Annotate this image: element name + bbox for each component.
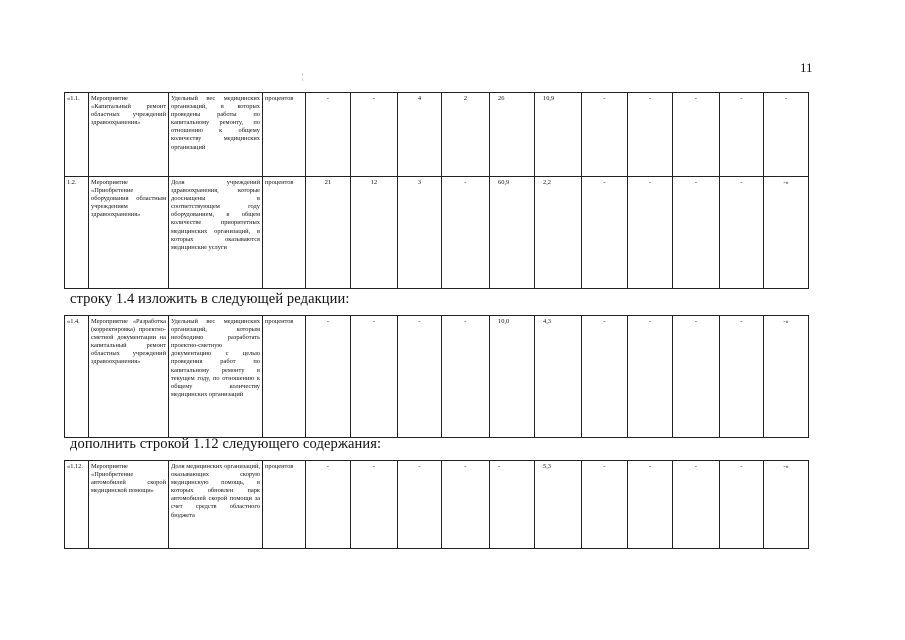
- value-cell: -: [720, 316, 764, 438]
- value-cell: 12: [351, 177, 398, 289]
- value-cell: -: [582, 93, 628, 177]
- row-number-cell: «1.4.: [65, 316, 89, 438]
- row-number-cell: «1.12.: [65, 461, 89, 549]
- indicator-table-2: [64, 315, 809, 438]
- heading-add-row: дополнить строкой 1.12 следующего содержания:: [70, 436, 382, 452]
- value-cell: 10,9: [535, 93, 582, 177]
- unit-cell: процентов: [263, 461, 306, 549]
- indicator-cell: Удельный вес медицинских организаций, в которых проведены работы по капитальному ремонту, по отношению к общему количеству медицинских организаций: [169, 93, 263, 177]
- value-cell: 21: [306, 177, 351, 289]
- value-cell: -»: [764, 177, 809, 289]
- value-cell: -: [582, 461, 628, 549]
- value-cell: -: [398, 316, 442, 438]
- value-cell: -: [628, 177, 673, 289]
- value-cell: -: [764, 93, 809, 177]
- value-cell: -: [673, 177, 720, 289]
- value-cell: -: [582, 316, 628, 438]
- table-row: [65, 316, 809, 438]
- table-row: [65, 93, 809, 177]
- unit-cell: процентов: [263, 93, 306, 177]
- value-cell: -: [490, 461, 535, 549]
- value-cell: -: [673, 461, 720, 549]
- row-number-cell: «1.1.: [65, 93, 89, 177]
- indicator-cell: Доля медицинских организаций, оказывающих скорую медицинскую помощь, в которых обновлен парк автомобилей скорой помощи за счет средств областного бюджета: [169, 461, 263, 549]
- page-number: 11: [800, 60, 813, 75]
- indicator-table-1: [64, 92, 809, 289]
- value-cell: 26: [490, 93, 535, 177]
- unit-cell: процентов: [263, 177, 306, 289]
- value-cell: -: [398, 461, 442, 549]
- value-cell: -: [628, 316, 673, 438]
- value-cell: 3: [398, 177, 442, 289]
- value-cell: -: [720, 461, 764, 549]
- value-cell: -»: [764, 461, 809, 549]
- unit-cell: процентов: [263, 316, 306, 438]
- stray-mark: ¦: [302, 72, 304, 81]
- value-cell: -: [351, 461, 398, 549]
- indicator-table-3: [64, 460, 809, 549]
- heading-replace-row: строку 1.4 изложить в следующей редакции:: [70, 291, 350, 307]
- value-cell: 4,3: [535, 316, 582, 438]
- value-cell: -: [720, 93, 764, 177]
- value-cell: -: [582, 177, 628, 289]
- value-cell: -: [306, 93, 351, 177]
- value-cell: 2: [442, 93, 490, 177]
- value-cell: 2,2: [535, 177, 582, 289]
- value-cell: -: [351, 316, 398, 438]
- value-cell: 4: [398, 93, 442, 177]
- table-row: [65, 461, 809, 549]
- value-cell: -: [351, 93, 398, 177]
- measure-name-cell: Мероприятие «Капитальный ремонт областных учреждений здравоохранения»: [89, 93, 169, 177]
- value-cell: -: [442, 316, 490, 438]
- value-cell: -: [628, 93, 673, 177]
- value-cell: -: [306, 461, 351, 549]
- value-cell: 60,9: [490, 177, 535, 289]
- value-cell: 5,3: [535, 461, 582, 549]
- value-cell: -: [442, 177, 490, 289]
- value-cell: 10,0: [490, 316, 535, 438]
- measure-name-cell: Мероприятие «Разработка (корректировка) проектно-сметной документации на капитальный ремонт областных учреждений здравоохранения»: [89, 316, 169, 438]
- value-cell: -: [720, 177, 764, 289]
- value-cell: -: [306, 316, 351, 438]
- value-cell: -: [442, 461, 490, 549]
- value-cell: -»: [764, 316, 809, 438]
- indicator-cell: Удельный вес медицинских организаций, которым необходимо разработать проектно-сметную документацию с целью проведения работ по капитальному ремонту в текущем году, по отношению к общему количеству медицинских организаций: [169, 316, 263, 438]
- measure-name-cell: Мероприятие «Приобретение автомобилей скорой медицинской помощи»: [89, 461, 169, 549]
- value-cell: -: [673, 93, 720, 177]
- table-row: [65, 177, 809, 289]
- value-cell: -: [673, 316, 720, 438]
- indicator-cell: Доля учреждений здравоохранения, которые дооснащены в соответствующем году оборудованием, в общем количестве приоритетных медицинских организаций, в которых оказываются медицинские услуги: [169, 177, 263, 289]
- value-cell: -: [628, 461, 673, 549]
- measure-name-cell: Мероприятие «Приобретение оборудования областным учреждениям здравоохранения»: [89, 177, 169, 289]
- row-number-cell: 1.2.: [65, 177, 89, 289]
